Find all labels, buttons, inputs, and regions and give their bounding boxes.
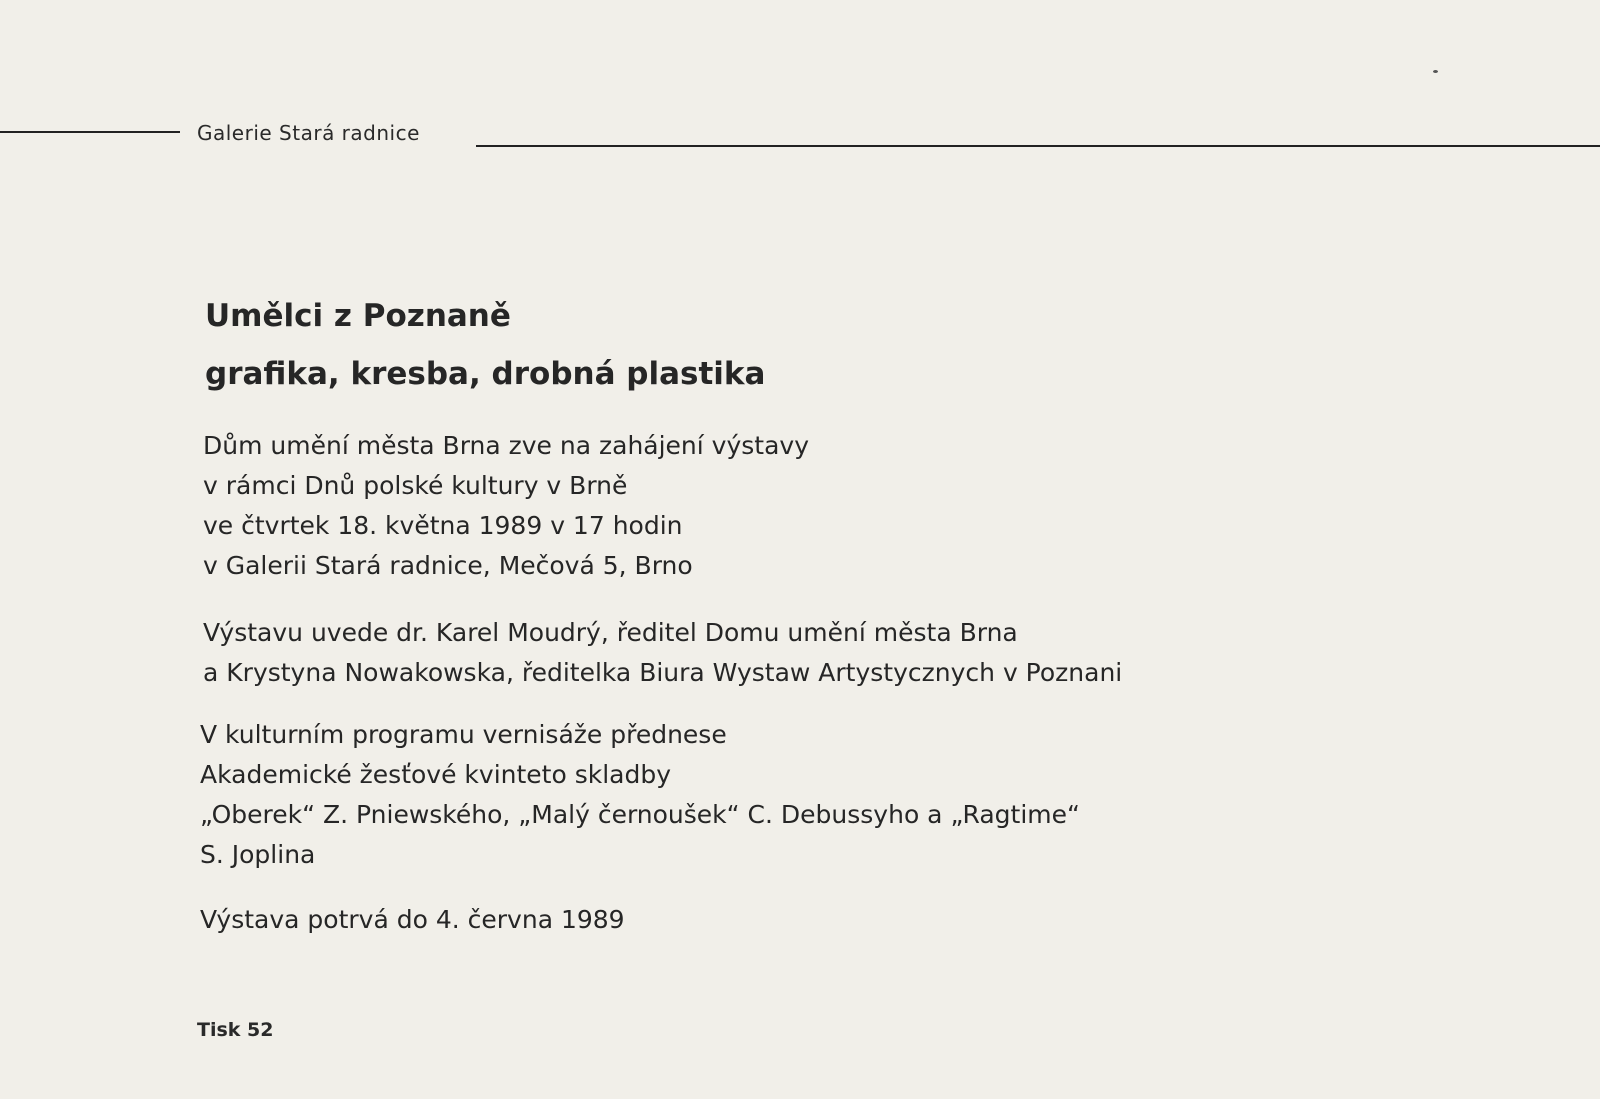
text-line: Akademické žesťové kvinteto skladby (200, 760, 672, 789)
print-mark: Tisk 52 (197, 1019, 274, 1041)
text-line: v rámci Dnů polské kultury v Brně (203, 471, 628, 500)
text-line: Výstavu uvede dr. Karel Moudrý, ředitel Domu umění města Brna (203, 618, 1018, 647)
header-rule-right (476, 145, 1600, 147)
opening-speakers-paragraph (203, 613, 1122, 693)
text-line: Dům umění města Brna zve na zahájení výstavy (203, 431, 809, 460)
text-line: ve čtvrtek 18. května 1989 v 17 hodin (203, 511, 683, 540)
text-line: „Oberek“ Z. Pniewského, „Malý černoušek“ C. Debussyho a „Ragtime“ (200, 800, 1080, 829)
text-line: S. Joplina (200, 840, 316, 869)
text-line: V kulturním programu vernisáže přednese (200, 720, 727, 749)
exhibition-subtitle: grafika, kresba, drobná plastika (205, 356, 766, 392)
text-line: Výstava potrvá do 4. června 1989 (200, 905, 625, 934)
header-rule-left (0, 131, 180, 133)
text-line: a Krystyna Nowakowska, ředitelka Biura Wystaw Artystycznych v Poznani (203, 658, 1123, 687)
exhibition-title: Umělci z Poznaně (205, 298, 511, 334)
paper-speck (1433, 70, 1438, 73)
gallery-name: Galerie Stará radnice (197, 121, 420, 145)
cultural-program-paragraph (200, 715, 1080, 875)
exhibition-duration (200, 900, 625, 940)
invitation-paragraph (203, 426, 809, 586)
text-line: v Galerii Stará radnice, Mečová 5, Brno (203, 551, 693, 580)
